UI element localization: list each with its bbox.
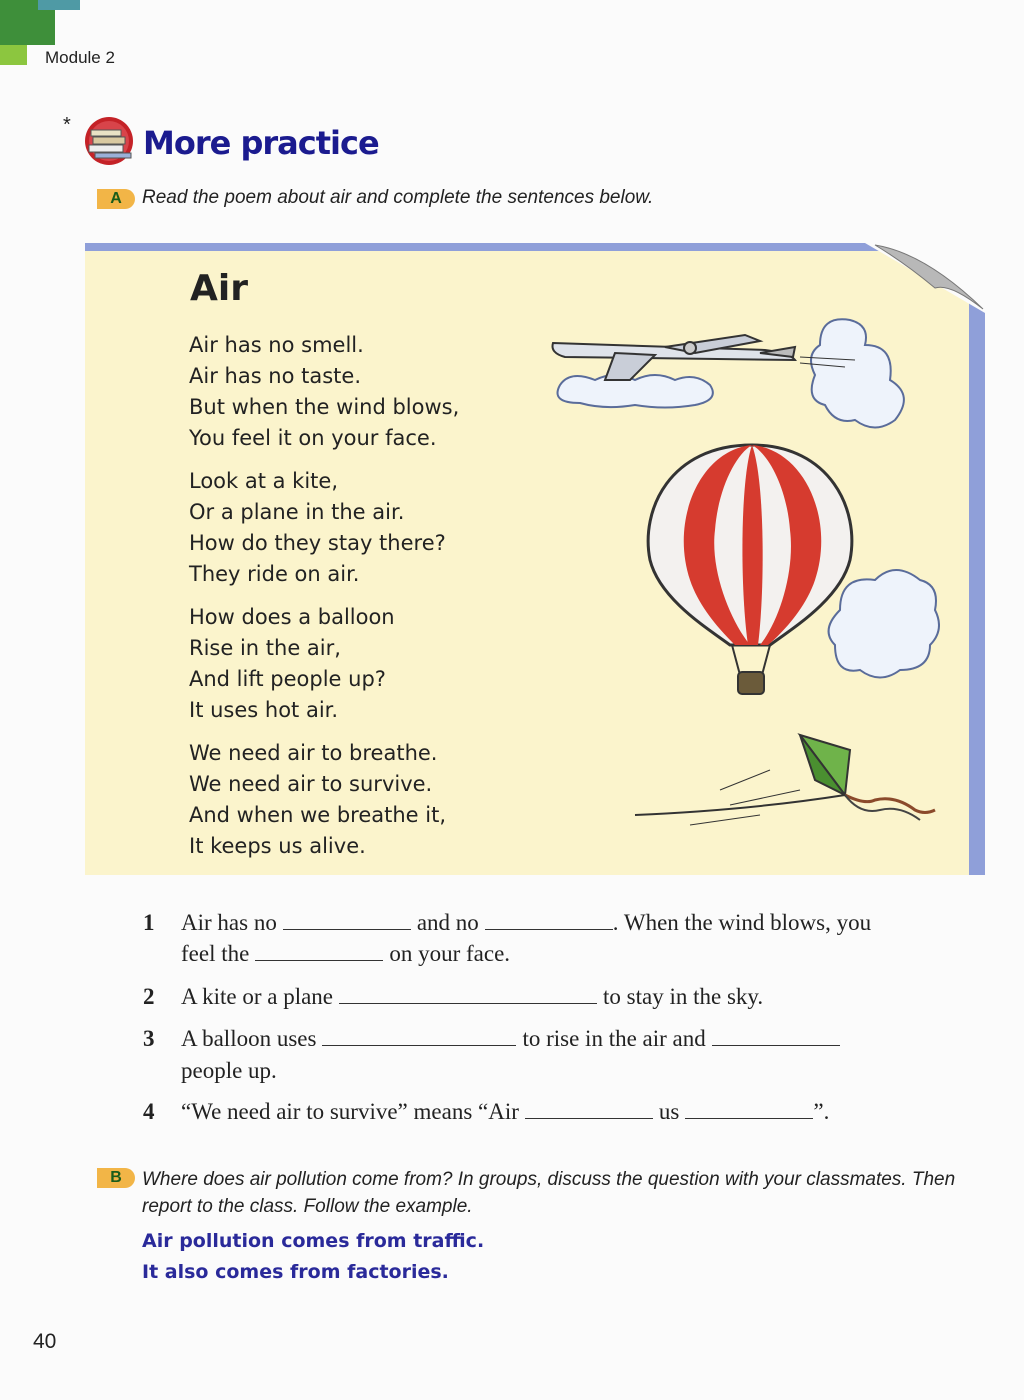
instruction-a xyxy=(97,187,653,209)
instruction-b-text: Where does air pollution come from? In groups, discuss the question with your classmates. Then report to the class. Follow the example. xyxy=(142,1169,956,1217)
corner-decoration xyxy=(38,0,80,10)
poem-line: How does a balloon xyxy=(189,605,395,629)
poem-line: Or a plane in the air. xyxy=(189,500,405,524)
poem-title: Air xyxy=(190,268,248,309)
answer-blank[interactable] xyxy=(525,1101,653,1119)
asterisk: * xyxy=(63,114,71,136)
badge-a: A xyxy=(97,189,135,209)
poem-line: And lift people up? xyxy=(189,667,386,691)
poem-line: They ride on air. xyxy=(189,562,360,586)
exercise-text: “We need air to survive” means “Air xyxy=(181,1099,519,1124)
page-curl-icon xyxy=(865,243,985,313)
answer-blank[interactable] xyxy=(712,1028,840,1046)
exercise-number: 4 xyxy=(143,1099,155,1124)
exercise-number: 1 xyxy=(143,910,155,935)
answer-blank[interactable] xyxy=(339,986,597,1004)
exercise-text: to stay in the sky. xyxy=(603,984,764,1009)
poem-line: And when we breathe it, xyxy=(189,803,447,827)
hot-air-balloon-illustration xyxy=(640,440,940,710)
answer-blank[interactable] xyxy=(485,912,613,930)
poem-line: Air has no taste. xyxy=(189,364,362,388)
kite-illustration xyxy=(630,730,940,830)
exercise-text: ”. xyxy=(813,1099,830,1124)
poem-line: But when the wind blows, xyxy=(189,395,460,419)
example-sentence: Air pollution comes from traffic. xyxy=(142,1230,485,1252)
example-sentence: It also comes from factories. xyxy=(142,1261,449,1283)
corner-decoration xyxy=(0,45,27,65)
exercise-text: A balloon uses xyxy=(181,1026,317,1051)
badge-b: B xyxy=(97,1168,135,1188)
exercise-text: to rise in the air and xyxy=(522,1026,706,1051)
poem-line: Rise in the air, xyxy=(189,636,341,660)
answer-blank[interactable] xyxy=(685,1101,813,1119)
exercise-number: 3 xyxy=(143,1026,155,1051)
poem-line: Air has no smell. xyxy=(189,333,364,357)
exercise-text: Air has no xyxy=(181,910,277,935)
exercise-text: feel the xyxy=(181,941,250,966)
exercise-text: on your face. xyxy=(389,941,511,966)
poem-line: We need air to survive. xyxy=(189,772,433,796)
poem-stanza xyxy=(189,738,459,862)
poem-line: Look at a kite, xyxy=(189,469,339,493)
poem-line: We need air to breathe. xyxy=(189,741,438,765)
answer-blank[interactable] xyxy=(283,912,411,930)
instruction-a-text: Read the poem about air and complete the sentences below. xyxy=(142,187,654,208)
poem-line: You feel it on your face. xyxy=(189,426,437,450)
exercise-text: us xyxy=(658,1099,680,1124)
poem-stanza xyxy=(189,330,459,454)
poem-line: It uses hot air. xyxy=(189,698,339,722)
poem-text xyxy=(189,330,459,874)
books-icon xyxy=(81,116,137,166)
exercise-text: . When the wind blows, you xyxy=(612,910,872,935)
answer-blank[interactable] xyxy=(255,943,383,961)
poem-line: It keeps us alive. xyxy=(189,834,366,858)
exercise-text: and no xyxy=(416,910,479,935)
section-title: More practice xyxy=(143,124,379,162)
airplane-illustration xyxy=(545,305,935,435)
exercise-text: A kite or a plane xyxy=(181,984,334,1009)
instruction-b xyxy=(97,1166,957,1220)
answer-blank[interactable] xyxy=(322,1028,516,1046)
poem-stanza xyxy=(189,466,459,590)
poem-line: How do they stay there? xyxy=(189,531,446,555)
exercise-text: people up. xyxy=(181,1058,277,1083)
poem-stanza xyxy=(189,602,459,726)
module-label: Module 2 xyxy=(45,48,115,67)
exercise-number: 2 xyxy=(143,984,155,1009)
page-number: 40 xyxy=(33,1330,57,1353)
